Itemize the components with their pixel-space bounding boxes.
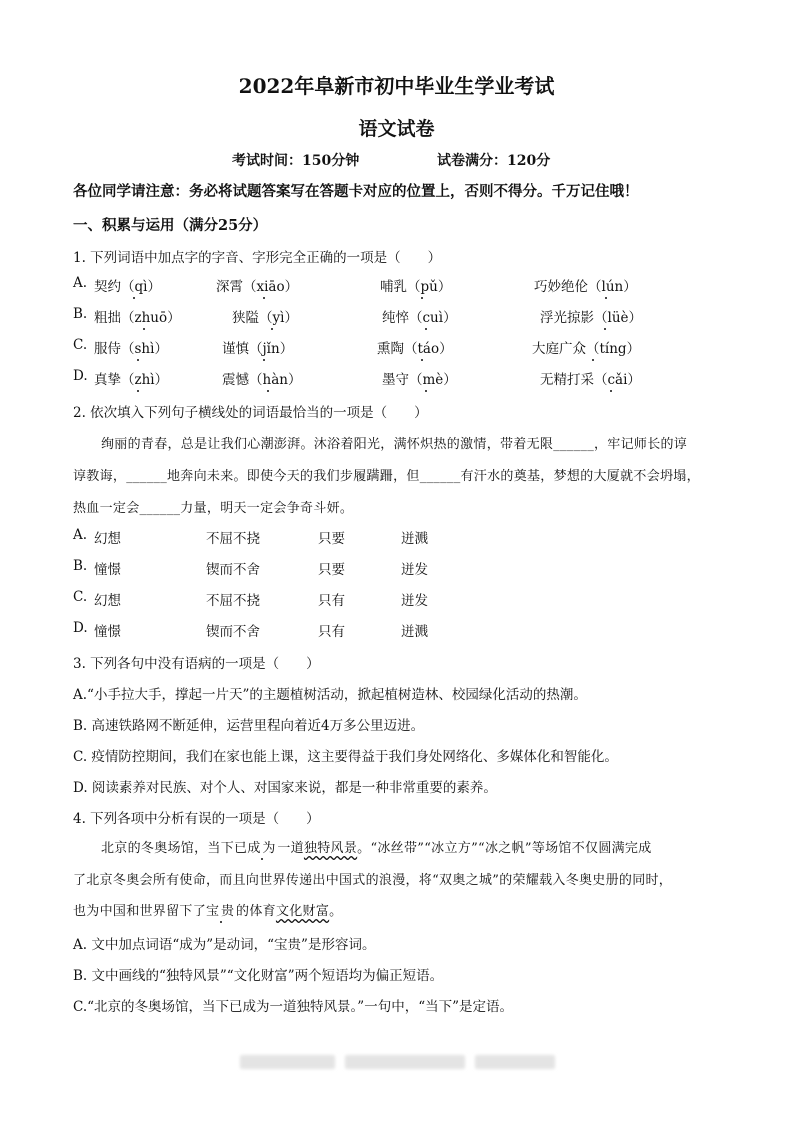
option-word: 只有 (318, 593, 345, 609)
option-label: B. (73, 558, 88, 574)
option-word: 迸发 (401, 562, 428, 578)
option-label: D. (73, 368, 88, 384)
option-word: 不屈不挠 (206, 531, 260, 547)
option-item: 服侍（shì） (94, 341, 168, 357)
question-3-stem: 3. 下列各句中没有语病的一项是（ ） (73, 656, 320, 672)
option-b: B. 高速铁路网不断延伸，运营里程向着近4万多公里迈进。 (73, 718, 425, 734)
question-4-stem: 4. 下列各项中分析有误的一项是（ ） (73, 811, 320, 827)
option-word: 只要 (318, 562, 345, 578)
option-item: 熏陶（táo） (377, 341, 453, 357)
option-word: 迸发 (401, 593, 428, 609)
option-label: C. (73, 589, 88, 605)
option-word: 只要 (318, 531, 345, 547)
option-item: 狭隘（yì） (232, 310, 298, 326)
option-word: 憧憬 (94, 562, 121, 578)
option-word: 憧憬 (94, 624, 121, 640)
passage-line: 北京的冬奥场馆，当下已成为一道独特风景。“冰丝带”“冰立方”“冰之帆”等场馆不仅圆满完成 (101, 841, 652, 856)
option-item: 大庭广众（tíng） (532, 341, 641, 357)
notice: 各位同学请注意：务必将试题答案写在答题卡对应的位置上，否则不得分。千万记住哦！ (73, 183, 639, 200)
option-item: 无精打采（cǎi） (540, 372, 641, 388)
option-word: 锲而不舍 (206, 562, 260, 578)
section-heading: 一、积累与运用（满分25分） (73, 217, 268, 234)
option-label: B. (73, 306, 88, 322)
option-word: 迸溅 (401, 624, 428, 640)
paper-subtitle: 语文试卷 (358, 118, 435, 140)
option-a: A.“小手拉大手，撑起一片天”的主题植树活动，掀起植树造林、校园绿化活动的热潮。 (73, 687, 587, 703)
option-label: A. (73, 275, 88, 291)
option-word: 锲而不舍 (206, 624, 260, 640)
full-score: 试卷满分：120分 (437, 153, 551, 169)
exam-time: 考试时间：150分钟 (232, 153, 360, 169)
question-2-stem: 2. 依次填入下列句子横线处的词语最恰当的一项是（ ） (73, 405, 428, 421)
option-item: 浮光掠影（lüè） (540, 310, 643, 326)
option-item: 粗拙（zhuō） (94, 310, 181, 326)
passage-line: 了北京冬奥会所有使命，而且向世界传递出中国式的浪漫，将“双奥之城”的荣耀载入冬奥史册的同时， (73, 873, 673, 888)
option-word: 不屈不挠 (206, 593, 260, 609)
option-label: C. (73, 337, 88, 353)
option-item: 契约（qì） (94, 279, 161, 295)
option-word: 只有 (318, 624, 345, 640)
option-item: 纯悴（cuì） (382, 310, 457, 326)
question-1-stem: 1. 下列词语中加点字的字音、字形完全正确的一项是（ ） (73, 250, 442, 266)
option-a: A. 文中加点词语“成为”是动词，“宝贵”是形容词。 (73, 937, 376, 953)
option-item: 巧妙绝伦（lún） (534, 279, 637, 295)
option-item: 墨守（mè） (382, 372, 457, 388)
option-d: D. 阅读素养对民族、对个人、对国家来说，都是一种非常重要的素养。 (73, 780, 497, 796)
passage-line: 绚丽的青春，总是让我们心潮澎湃。沐浴着阳光，满怀炽热的激情，带着无限______，牢记师长的谆 (101, 437, 688, 452)
option-b: B. 文中画线的“独特风景”“文化财富”两个短语均为偏正短语。 (73, 968, 444, 984)
option-word: 迸溅 (401, 531, 428, 547)
option-word: 幻想 (94, 531, 121, 547)
passage-line: 谆教诲，______地奔向未来。即使今天的我们步履蹒跚，但______有汗水的奠基，梦想的大厦就不会坍塌， (73, 469, 700, 484)
option-label: D. (73, 620, 88, 636)
option-item: 谨慎（jǐn） (222, 341, 294, 357)
passage-line: 热血一定会______力量，明天一定会争奇斗妍。 (73, 501, 354, 516)
option-label: A. (73, 527, 88, 543)
option-word: 幻想 (94, 593, 121, 609)
option-item: 哺乳（pǔ） (380, 279, 452, 295)
passage-line: 也为中国和世界留下了宝贵的体育文化财富。 (73, 904, 343, 919)
option-c: C. 疫情防控期间，我们在家也能上课，这主要得益于我们身处网络化、多媒体化和智能化。 (73, 749, 618, 765)
option-item: 真挚（zhì） (94, 372, 169, 388)
option-c: C.“北京的冬奥场馆，当下已成为一道独特风景。”一句中，“当下”是定语。 (73, 999, 513, 1015)
exam-title: 2022年阜新市初中毕业生学业考试 (238, 74, 555, 98)
option-item: 深霄（xiāo） (216, 279, 299, 295)
option-item: 震憾（hàn） (222, 372, 302, 388)
